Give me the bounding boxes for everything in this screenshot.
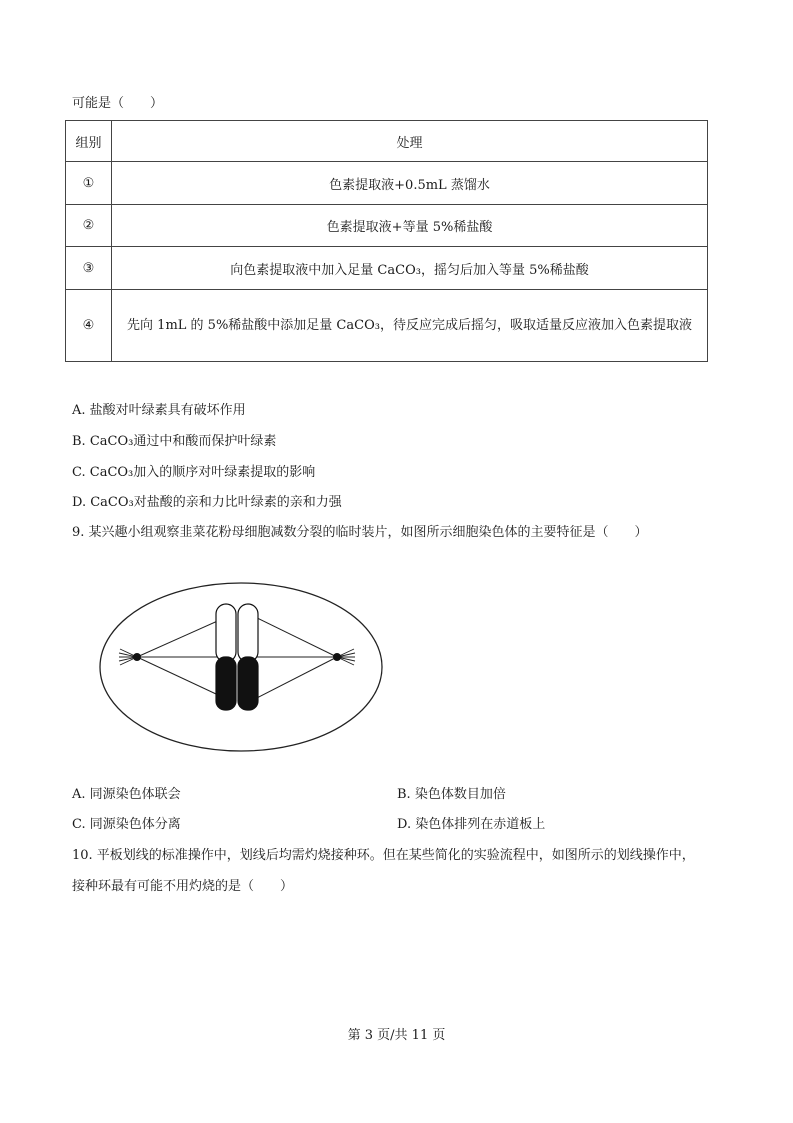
option-9b: B. 染色体数目加倍 bbox=[397, 787, 506, 802]
option-8d: D. CaCO₃对盐酸的亲和力比叶绿素的亲和力强 bbox=[72, 495, 342, 510]
row-id: ③ bbox=[66, 247, 112, 290]
option-8a: A. 盐酸对叶绿素具有破坏作用 bbox=[72, 403, 246, 418]
centrosome-right bbox=[333, 653, 341, 661]
header-group: 组别 bbox=[66, 121, 112, 162]
centrosome-left bbox=[133, 653, 141, 661]
chromosome-pair bbox=[216, 604, 258, 710]
row-text: 先向 1mL 的 5%稀盐酸中添加足量 CaCO₃，待反应完成后摇匀，吸取适量反应液加入色素提取液 bbox=[112, 290, 708, 362]
table-row bbox=[66, 290, 708, 362]
question-10-line1: 10. 平板划线的标准操作中，划线后均需灼烧接种环。但在某些简化的实验流程中，如图所示的划线操作中， bbox=[72, 848, 695, 863]
row-text: 色素提取液+等量 5%稀盐酸 bbox=[112, 205, 708, 247]
row-id: ② bbox=[66, 205, 112, 247]
row-id: ④ bbox=[66, 290, 112, 362]
question-9-stem: 9. 某兴趣小组观察韭菜花粉母细胞减数分裂的临时装片，如图所示细胞染色体的主要特征是（ ） bbox=[72, 525, 648, 540]
row-text: 色素提取液+0.5mL 蒸馏水 bbox=[112, 162, 708, 205]
page-footer: 第 3 页/共 11 页 bbox=[347, 1028, 446, 1043]
table-row bbox=[66, 205, 708, 247]
table-row bbox=[66, 247, 708, 290]
option-9a: A. 同源染色体联会 bbox=[72, 787, 181, 802]
spindle-fibers bbox=[137, 615, 337, 701]
question-10-line2: 接种环最有可能不用灼烧的是（ ） bbox=[72, 879, 294, 894]
treatment-table bbox=[65, 120, 708, 362]
table-header-row bbox=[66, 121, 708, 162]
option-9d: D. 染色体排列在赤道板上 bbox=[397, 817, 546, 832]
option-8b: B. CaCO₃通过中和酸而保护叶绿素 bbox=[72, 434, 277, 449]
question-intro: 可能是（ ） bbox=[72, 96, 164, 111]
row-text: 向色素提取液中加入足量 CaCO₃，摇匀后加入等量 5%稀盐酸 bbox=[112, 247, 708, 290]
option-9c: C. 同源染色体分离 bbox=[72, 817, 181, 832]
table-row bbox=[66, 162, 708, 205]
option-8c: C. CaCO₃加入的顺序对叶绿素提取的影响 bbox=[72, 465, 316, 480]
row-id: ① bbox=[66, 162, 112, 205]
cell-diagram bbox=[95, 575, 395, 760]
header-treatment: 处理 bbox=[112, 121, 708, 162]
